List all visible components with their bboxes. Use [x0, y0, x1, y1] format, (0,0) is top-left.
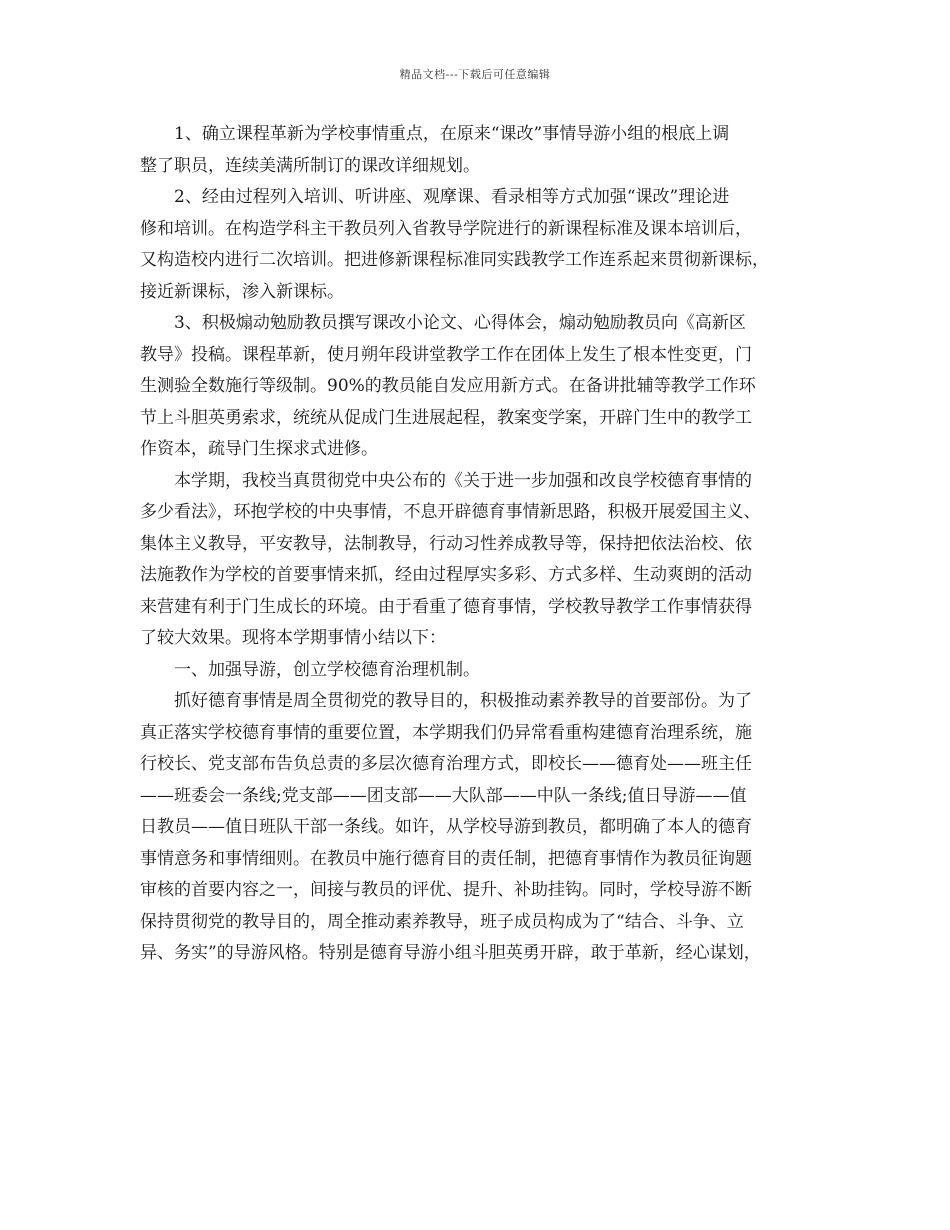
text-line: 生测验全数施行等级制。90%的教员能自发应用新方式。在备讲批辅等教学工作环 — [140, 376, 756, 396]
text-line: 真正落实学校德育事情的重要位置，本学期我们仍异常看重构建德育治理系统，施 — [140, 722, 752, 743]
text-line: 整了职员，连续美满所制订的课改详细规划。 — [140, 155, 480, 176]
text-line: 又构造校内进行二次培训。把进修新课程标准同实践教学工作连系起来贯彻新课标， — [140, 250, 769, 270]
section-heading: 一、加强导游，创立学校德育治理机制。 — [174, 659, 480, 680]
text-line: 教导》投稿。课程革新，使月朔年段讲堂教学工作在团体上发生了根本性变更，门 — [140, 344, 752, 365]
text-line: 来营建有利于门生成长的环境。由于看重了德育事情，学校教导教学工作事情获得 — [140, 596, 752, 617]
text-line: ——班委会一条线;党支部——团支部——大队部——中队一条线;值日导游——值 — [140, 785, 747, 806]
text-line: 作资本，疏导门生探求式进修。 — [140, 439, 378, 459]
text-line: 1、确立课程革新为学校事情重点，在原来“课改”事情导游小组的根底上调 — [174, 124, 730, 144]
text-line: 保持贯彻党的教导目的，周全推动素养教导，班子成员构成为了“结合、斗争、立 — [140, 911, 744, 932]
text-line: 事情意务和事情细则。在教员中施行德育目的责任制，把德育事情作为教员征询题 — [140, 848, 752, 869]
text-line: 法施教作为学校的首要事情来抓，经由过程厚实多彩、方式多样、生动爽朗的活动 — [140, 565, 752, 585]
text-line: 异、务实”的导游风格。特别是德育导游小组斗胆英勇开辟，敢于革新，经心谋划， — [140, 943, 761, 963]
text-line: 了较大效果。现将本学期事情小结以下： — [140, 628, 446, 648]
page-header: 精品文档---下载后可任意编辑 — [399, 68, 551, 81]
text-line: 行校长、党支部布告负总责的多层次德育治理方式，即校长——德育处——班主任 — [140, 754, 752, 774]
text-line: 集体主义教导，平安教导，法制教导，行动习性养成教导等，保持把依法治校、依 — [140, 533, 752, 554]
text-line: 接近新课标，渗入新课标。 — [140, 281, 344, 302]
text-line: 日教员——值日班队干部一条线。如许，从学校导游到教员，都明确了本人的德育 — [140, 817, 752, 837]
text-line: 多少看法》，环抱学校的中央事情，不息开辟德育事情新思路，积极开展爱国主义、 — [140, 502, 761, 522]
text-line: 3、积极煽动勉励教员撰写课改小论文、心得体会，煽动勉励教员向《高新区 — [174, 313, 746, 333]
text-line: 本学期，我校当真贯彻党中央公布的《关于进一步加强和改良学校德育事情的 — [174, 470, 752, 491]
document-body — [140, 119, 830, 970]
text-line: 抓好德育事情是周全贯彻党的教导目的，积极推动素养教导的首要部份。为了 — [174, 691, 752, 711]
text-line: 节上斗胆英勇索求，统统从促成门生进展起程，教案变学案，开辟门生中的教学工 — [140, 407, 752, 428]
text-line: 审核的首要内容之一，间接与教员的评优、提升、补助挂钩。同时，学校导游不断 — [140, 880, 752, 900]
text-line: 2、经由过程列入培训、听讲座、观摩课、看录相等方式加强“课改”理论进 — [174, 187, 730, 207]
text-line: 修和培训。在构造学科主干教员列入省教导学院进行的新课程标准及课本培训后， — [140, 218, 752, 239]
